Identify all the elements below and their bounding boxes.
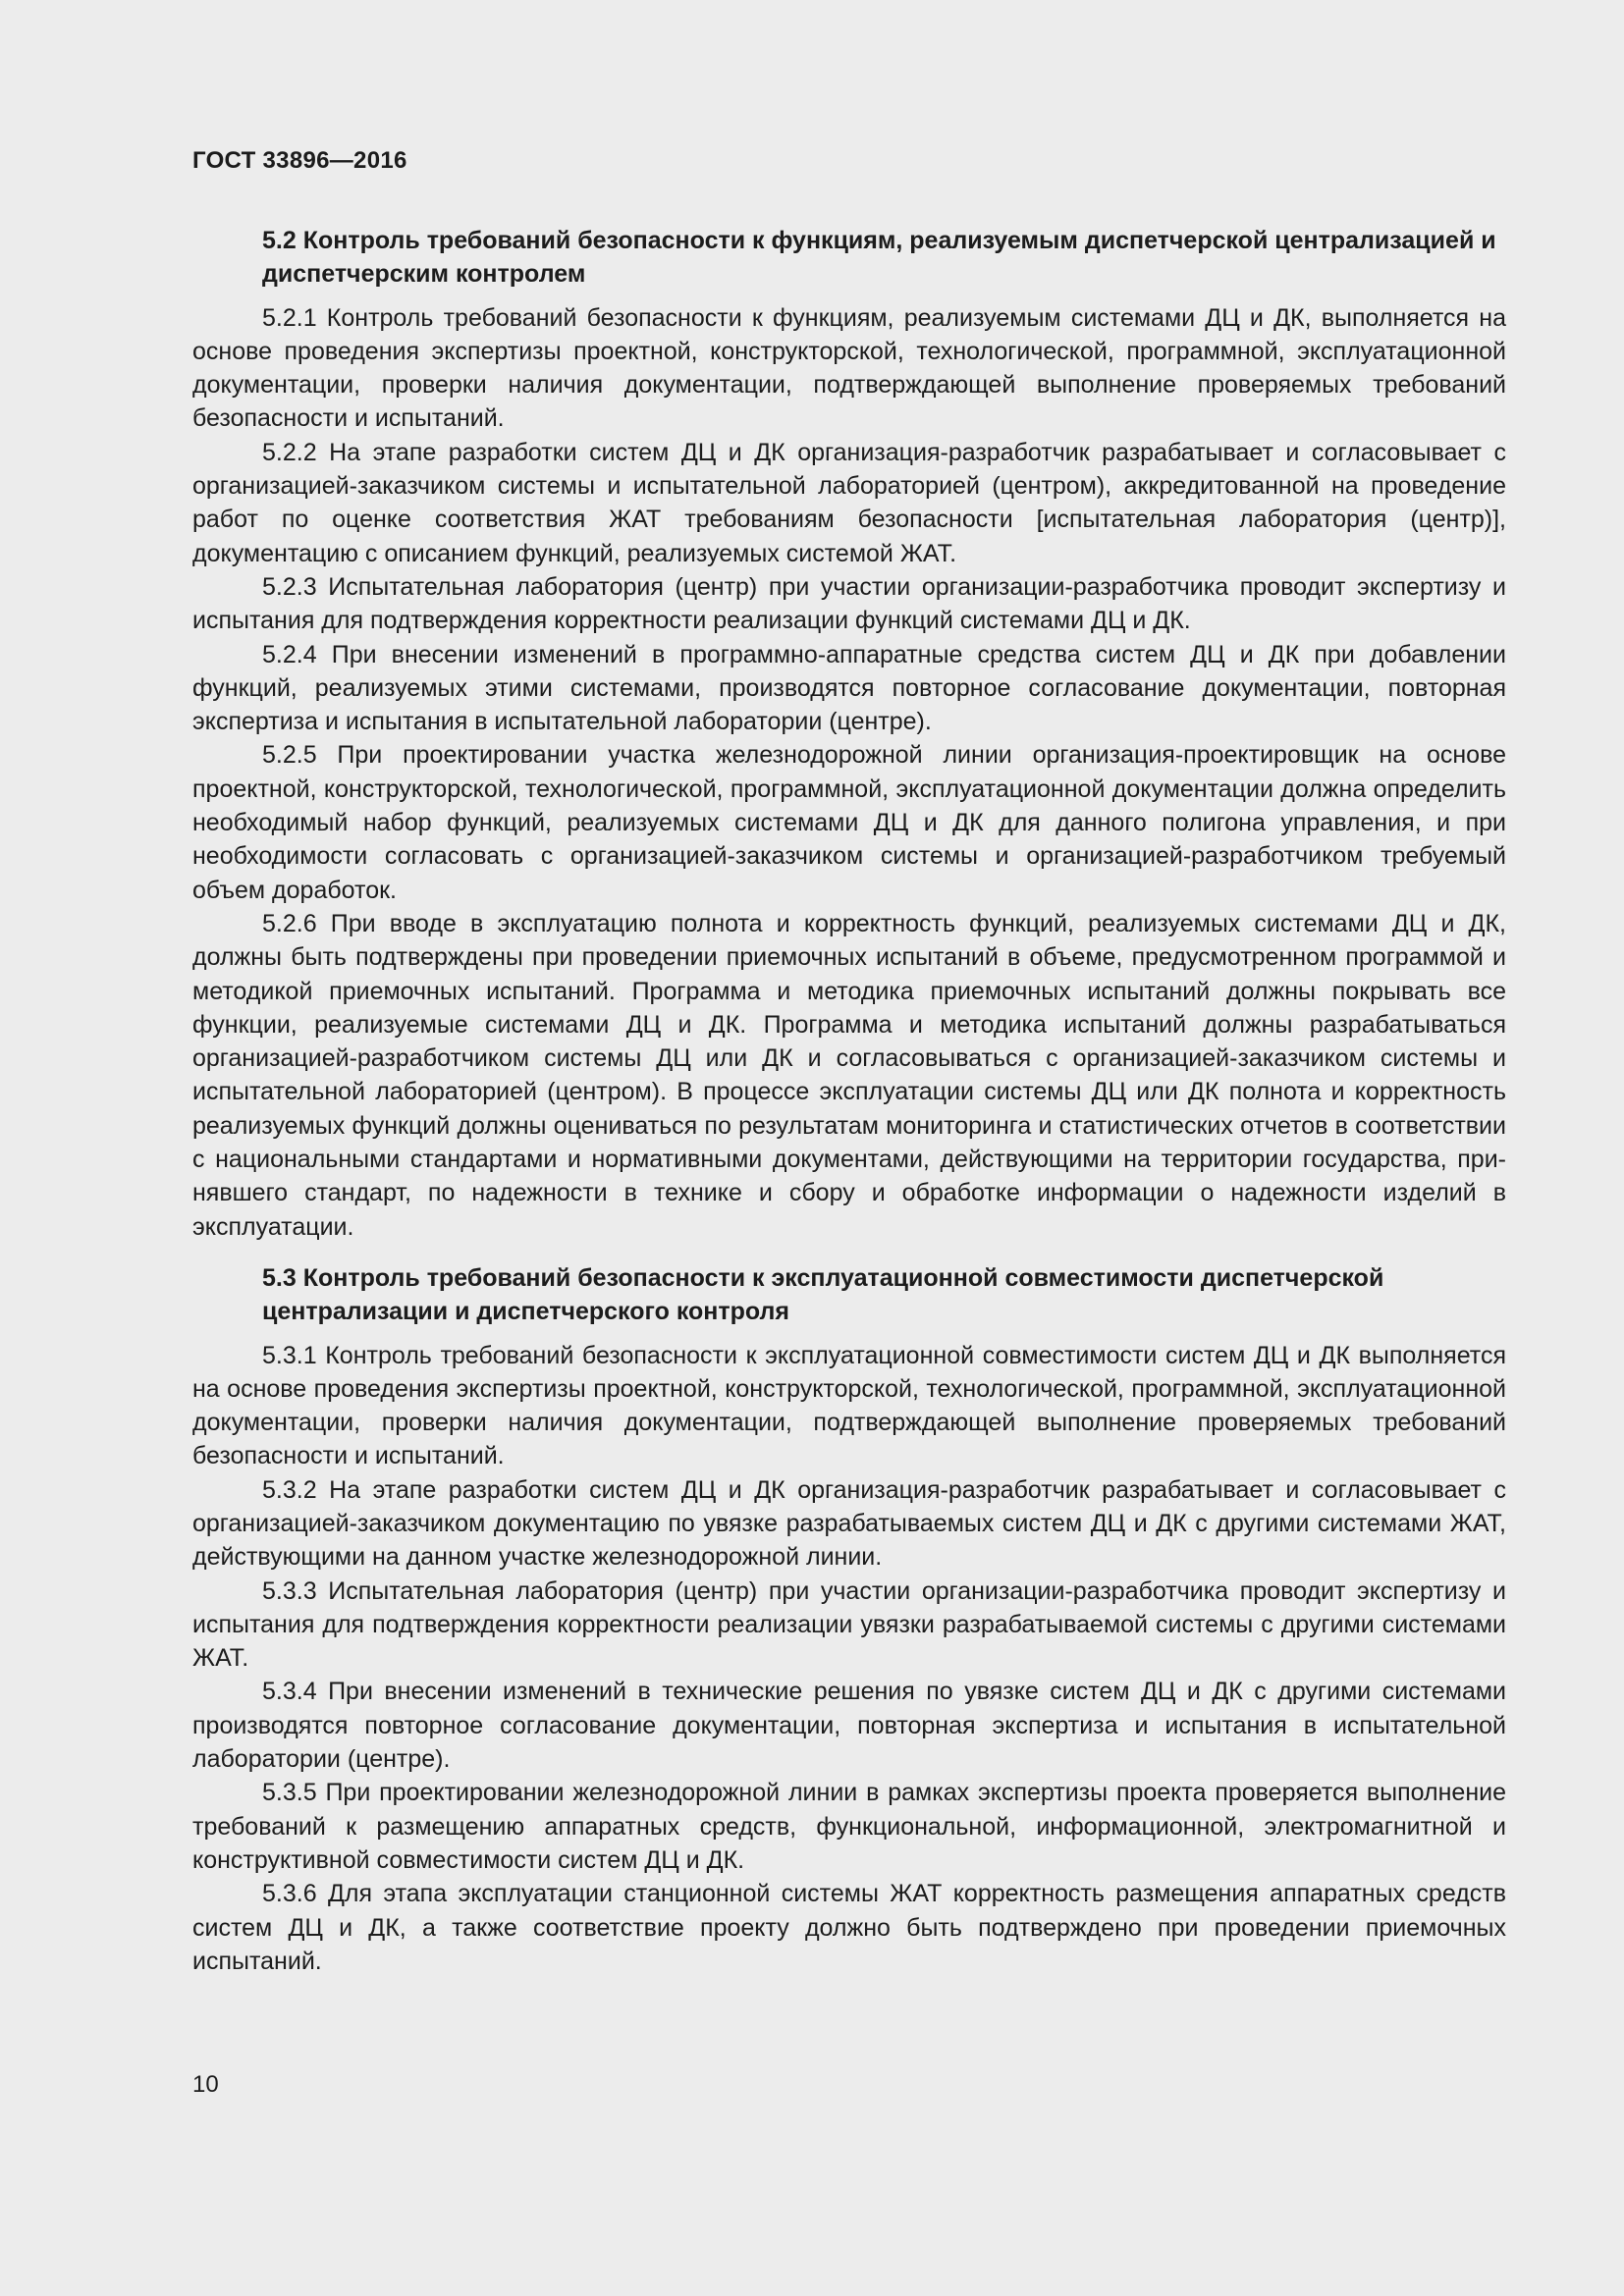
section-5-2	[192, 224, 1506, 1244]
paragraph-5-2-4: 5.2.4 При внесении изменений в программно-аппаратные средства систем ДЦ и ДК при добавлении функций, реализуемых этими системами, производятся повторное согласование документации, повторная экспертиза и испытания в испытательной лаборатории (центре).	[192, 640, 1506, 736]
paragraph-5-3-4: 5.3.4 При внесении изменений в технические решения по увязке систем ДЦ и ДК с другими системами производятся повторное согласование документации, повторная экспертиза и испытания в испытательной лаборатории (центре).	[192, 1678, 1506, 1774]
paragraph-5-3-1: 5.3.1 Контроль требований безопасности к эксплуатационной совместимости систем ДЦ и ДК выполняется на основе проведения экспертизы проектной, конструкторской, технологической, программной, эксплуатационной документации, проверки наличия документации, подтверждающей выполнение проверяемых требований безопасности и испытаний.	[192, 1341, 1506, 1470]
page-content	[192, 224, 1506, 1978]
paragraph-5-2-3: 5.2.3 Испытательная лаборатория (центр) при участии организации-разработчика проводит экспертизу и испытания для подтверждения корректности реализации функций системами ДЦ и ДК.	[192, 572, 1506, 635]
section-5-3	[192, 1261, 1506, 1978]
paragraph-5-2-5: 5.2.5 При проектировании участка железнодорожной линии организация-проектировщик на основе проектной, конструкторской, технологической, программной, эксплуатационной документации должна определить необходимый набор функций, реализуемых системами ДЦ и ДК для данного полигона управления, и при необходимости согласовать с организацией-заказчиком системы и организацией-разработчиком требуемый объем доработок.	[192, 741, 1506, 904]
standard-number-header: ГОСТ 33896—2016	[192, 147, 407, 174]
paragraph-5-2-2: 5.2.2 На этапе разработки систем ДЦ и ДК организация-разработчик разрабатывает и согласовывает с организацией-заказчиком системы и испытательной лабораторией (центром), аккредитованной на проведение работ по оценке соответствия ЖАТ требованиям безопасности [испытательная лаборатория (центр)], документацию с описанием функций, реализуемых системой ЖАТ.	[192, 438, 1506, 567]
paragraph-5-3-3: 5.3.3 Испытательная лаборатория (центр) при участии организации-разработчика проводит экспертизу и испытания для подтверждения корректности реализации увязки разрабатываемой системы с другими системами ЖАТ.	[192, 1576, 1506, 1673]
section-title: 5.3 Контроль требований безопасности к эксплуатационной совместимости диспетчерской централизации и диспетчерского контроля	[262, 1263, 1384, 1326]
paragraph-5-3-5: 5.3.5 При проектировании железнодорожной линии в рамках экспертизы проекта проверяется выполнение требований к размещению аппаратных средств, функциональной, информационной, электромагнитной и конструктивной совместимости систем ДЦ и ДК.	[192, 1779, 1506, 1874]
section-title: 5.2 Контроль требований безопасности к функциям, реализуемым диспетчерской централизацией и диспетчерским контролем	[262, 227, 1496, 289]
paragraph-5-2-1: 5.2.1 Контроль требований безопасности к функциям, реализуемым системами ДЦ и ДК, выполняется на основе проведения экспертизы проектной, конструкторской, технологической, программной, эксплуатационной документации, проверки наличия документации, подтверждающей выполнение проверяемых требований безопасности и испытаний.	[192, 303, 1506, 433]
paragraph-5-3-6: 5.3.6 Для этапа эксплуатации станционной системы ЖАТ корректность размещения аппаратных средств систем ДЦ и ДК, а также соответствие проекту должно быть подтверждено при проведении приемочных испытаний.	[192, 1880, 1506, 1975]
paragraph-5-3-2: 5.3.2 На этапе разработки систем ДЦ и ДК организация-разработчик разрабатывает и согласовывает с организацией-заказчиком документацию по увязке разрабатываемых систем ДЦ и ДК с другими системами ЖАТ, действующими на данном участке железнодорожной линии.	[192, 1475, 1506, 1572]
paragraph-5-2-6: 5.2.6 При вводе в эксплуатацию полнота и корректность функций, реализуемых системами ДЦ и ДК, должны быть подтверждены при проведении приемочных испытаний в объеме, предусмотренном программой и методикой приемочных испытаний. Программа и методика приемочных испытаний должны покрывать все функции, реализуемые системами ДЦ и ДК. Программа и методика испытаний должны разрабатываться организацией-разработчиком системы ДЦ или ДК и согласовываться с организацией-заказчиком системы и испытательной лабораторией (центром). В процессе эксплуатации системы ДЦ или ДК полнота и корректность реализуемых функций должны оцениваться по результатам мониторинга и статистических отчетов в соответствии с национальными стандартами и нормативными документами, действующими на территории государства, принявшего стандарт, по надежности в технике и сбору и обработке информации о надежности изделий в эксплуатации.	[192, 909, 1506, 1241]
page-number: 10	[192, 2071, 219, 2098]
